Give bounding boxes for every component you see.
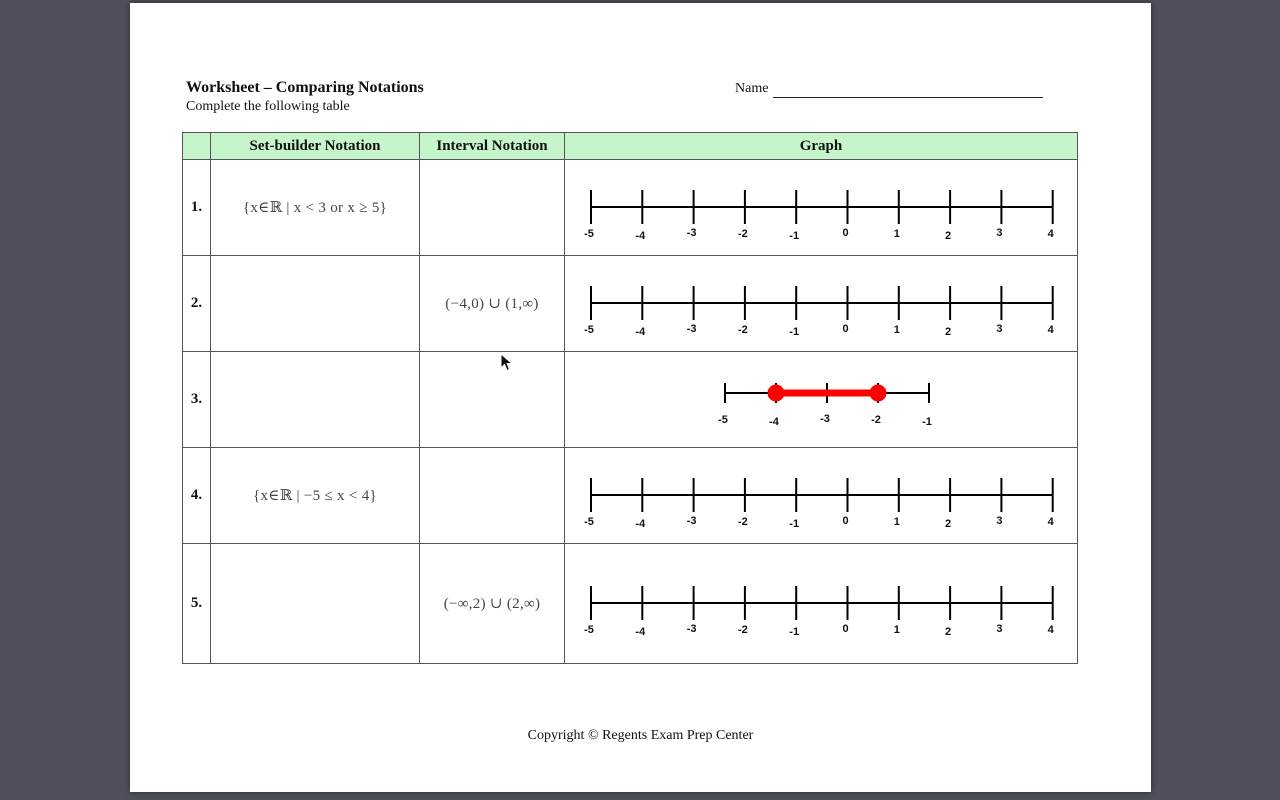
number-line-tick-label: -5 [718,413,728,426]
table-row [183,256,1078,352]
notation-table [182,132,1078,664]
number-line-tick-label: 3 [996,322,1003,335]
number-line-tick-label: -2 [871,413,881,426]
row-number: 2. [183,256,211,352]
set-builder-cell[interactable] [211,256,420,352]
number-line-tick-label: 3 [996,514,1003,527]
number-line-tick-label: 1 [893,227,900,240]
number-line-tick-label: -2 [738,323,748,336]
number-line-tick-label: -1 [789,229,800,242]
number-line-tick-label: 4 [1047,323,1054,336]
number-line-tick-label: -3 [686,322,697,335]
worksheet-page [130,3,1151,792]
number-line-tick-label: 0 [842,514,849,527]
name-label: Name [735,81,769,96]
header-graph: Graph [565,133,1078,160]
row-number: 1. [183,160,211,256]
table-row [183,160,1078,256]
number-line-tick-label: 2 [945,229,952,242]
number-line-tick-label: -2 [738,623,748,636]
number-line-tick-label: -1 [789,625,800,638]
interval-cell[interactable] [420,448,565,544]
number-line-tick-label: 3 [996,622,1003,635]
number-line-tick-label: -4 [635,517,646,530]
graph-cell[interactable] [565,448,1078,544]
number-line-tick-label: 2 [945,625,952,638]
number-line-tick-label: 0 [842,226,849,239]
mouse-pointer-icon [500,353,514,373]
set-builder-cell[interactable]: {x∈ℝ | x < 3 or x ≥ 5} [211,160,420,256]
set-builder-cell[interactable] [211,544,420,664]
number-line-tick-label: -4 [635,325,646,338]
number-line-tick-label: 4 [1047,623,1054,636]
closed-endpoint-dot [871,385,886,400]
number-line-tick-label: -5 [584,227,594,240]
number-line-tick-label: 1 [893,515,900,528]
number-line-tick-label: 0 [842,622,849,635]
set-builder-cell[interactable] [211,352,420,448]
interval-cell[interactable]: (−∞,2) ∪ (2,∞) [420,544,565,664]
graph-cell[interactable] [565,160,1078,256]
number-line [565,257,1075,351]
copyright-footer: Copyright © Regents Exam Prep Center [527,728,754,743]
number-line-tick-label: 2 [945,517,952,530]
closed-endpoint-dot [769,385,784,400]
number-line-tick-label: -3 [686,226,697,239]
graph-cell[interactable] [565,256,1078,352]
number-line-tick-label: -4 [769,415,779,428]
number-line-tick-label: 3 [996,226,1003,239]
number-line-tick-label: -1 [789,517,800,530]
header-interval: Interval Notation [420,133,565,160]
graph-cell[interactable] [565,352,1078,448]
number-line [565,161,1075,255]
number-line-tick-label: -5 [584,623,594,636]
number-line-tick-label: -3 [686,622,697,635]
number-line-tick-label: 1 [893,323,900,336]
number-line-tick-label: -1 [789,325,800,338]
table-row [183,544,1078,664]
row-number: 3. [183,352,211,448]
row-number: 5. [183,544,211,664]
worksheet-title: Worksheet – Comparing Notations [186,79,424,96]
number-line-tick-label: -3 [820,412,830,425]
worksheet-instructions: Complete the following table [186,99,350,114]
number-line-tick-label: -1 [922,415,932,428]
number-line-tick-label: -5 [584,515,594,528]
number-line [565,353,1075,447]
number-line [565,449,1075,543]
table-row [183,448,1078,544]
number-line-tick-label: 1 [893,623,900,636]
number-line-tick-label: -4 [635,229,646,242]
number-line-tick-label: -4 [635,625,646,638]
number-line [565,557,1075,651]
graph-cell[interactable] [565,544,1078,664]
number-line-tick-label: -2 [738,227,748,240]
number-line-tick-label: 0 [842,322,849,335]
set-builder-cell[interactable]: {x∈ℝ | −5 ≤ x < 4} [211,448,420,544]
header-set-builder: Set-builder Notation [211,133,420,160]
number-line-tick-label: -3 [686,514,697,527]
row-number: 4. [183,448,211,544]
interval-cell[interactable] [420,160,565,256]
header-number [183,133,211,160]
number-line-tick-label: 2 [945,325,952,338]
table-header-row [183,133,1078,160]
interval-cell[interactable]: (−4,0) ∪ (1,∞) [420,256,565,352]
interval-cell[interactable] [420,352,565,448]
name-line [773,97,1043,98]
table-row [183,352,1078,448]
number-line-tick-label: 4 [1047,515,1054,528]
number-line-tick-label: 4 [1047,227,1054,240]
number-line-tick-label: -2 [738,515,748,528]
number-line-tick-label: -5 [584,323,594,336]
